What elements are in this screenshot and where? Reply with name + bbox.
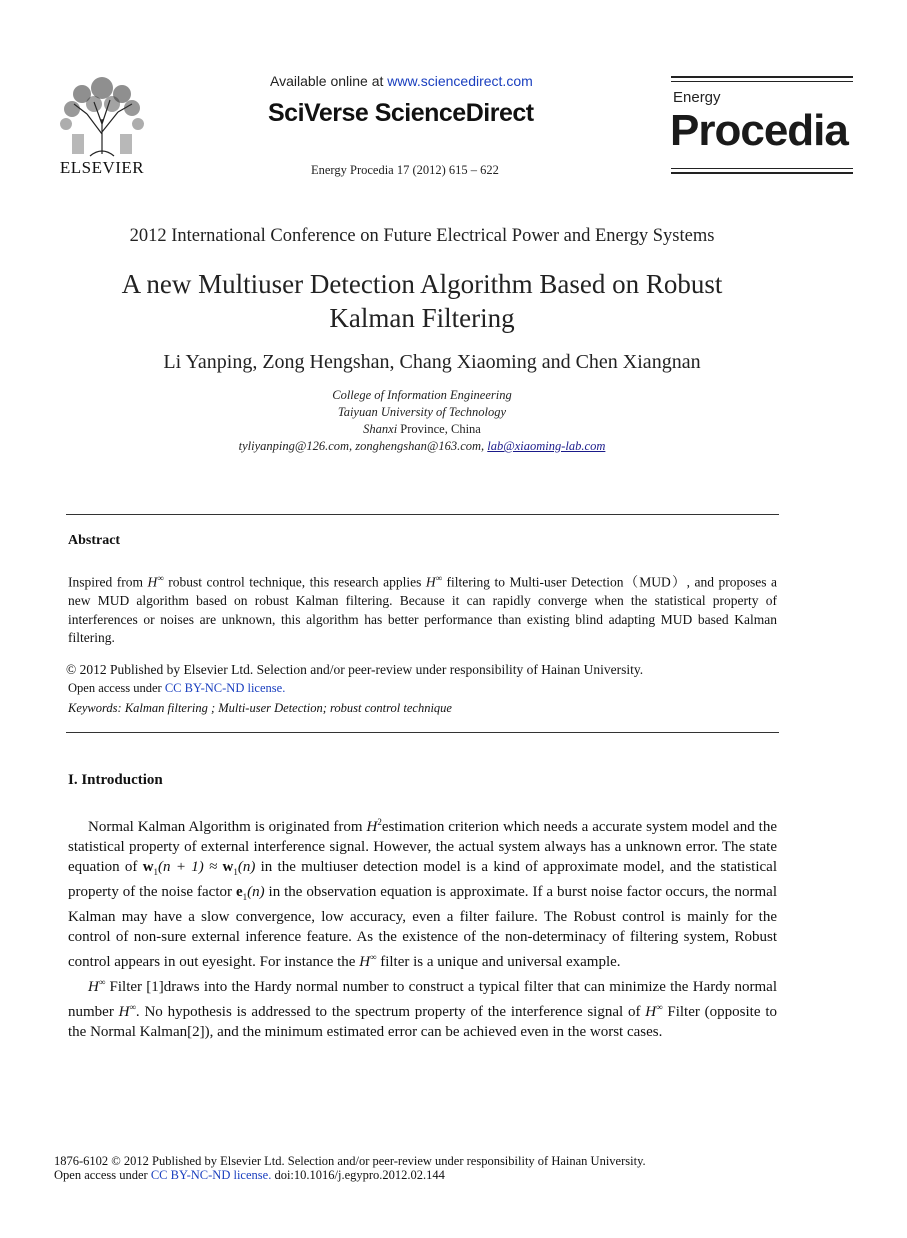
open-access-line: Open access under CC BY-NC-ND license. (68, 681, 286, 695)
journal-name-small: Energy (673, 89, 721, 106)
section-divider (66, 732, 779, 733)
elsevier-wordmark: ELSEVIER (59, 158, 145, 177)
email-link[interactable]: lab@xiaoming-lab.com (487, 439, 606, 453)
footer-license-doi: Open access under CC BY-NC-ND license. doi:10.1016/j.egypro.2012.02.144 (54, 1168, 445, 1182)
section-heading-introduction: I. Introduction (68, 772, 163, 788)
abstract-body: Inspired from H∞ robust control technique, this research applies H∞ filtering to Multi-user Detection（MUD）, and proposes a new MUD algorithm based on robust Kalman filtering. Because it can rapidly converge when the statistical property of interferences or noises are unknown, this algorithm has better performance than existing blind adapting MUD based Kalman filtering. (68, 573, 777, 645)
journal-citation: Energy Procedia 17 (2012) 615 – 622 (311, 163, 499, 177)
sciencedirect-link[interactable]: www.sciencedirect.com (387, 73, 533, 89)
conference-name: 2012 International Conference on Future Electrical Power and Energy Systems (129, 226, 715, 246)
intro-paragraph: H∞ Filter [1]draws into the Hardy normal number to construct a typical filter that can minimize the Hardy normal number H∞. No hypothesis is addressed to the spectrum property of the interference signal of H∞ Filter (opposite to the Normal Kalman[2]), and the minimum estimated error can be achieved even in the worst cases. (68, 977, 777, 1040)
footer-copyright: 1876-6102 © 2012 Published by Elsevier Ltd. Selection and/or peer-review under responsibility of Hainan University. (54, 1154, 646, 1168)
procedia-rule (671, 168, 853, 169)
abstract-heading: Abstract (68, 533, 121, 548)
affiliation-location: Shanxi Province, China (363, 422, 481, 436)
copyright-line: © 2012 Published by Elsevier Ltd. Selection and/or peer-review under responsibility of Hainan University. (66, 662, 644, 677)
license-link[interactable]: CC BY-NC-ND license. (164, 681, 286, 695)
intro-paragraph: Normal Kalman Algorithm is originated from $H^2estimation$ criterion which needs a accurate system model and the statistical property of external interference signal. However, the actual system always has a unknown error. The state equation of $w_1(n + 1) \approx w_1(n)$ in the multiuser detection model is a kind of approximate model, and the statistical property of the noise factor $e_1(n)$ in the observation equation is approximate. If a burst noise factor occurs, the normal Kalman may have a slow convergence, low accuracy, even a filter failure. The Robust control is mainly for the control of non-sure external inference feature. As the existence of the non-determinacy of filtering system, Robust control appears in out eyesight. For instance the H∞ filter is a unique and universal example. (68, 817, 777, 970)
journal-name-large: Procedia (670, 106, 848, 155)
footer-license-link[interactable]: CC BY-NC-ND license. (150, 1168, 272, 1182)
affiliation-university: Taiyuan University of Technology (337, 405, 507, 419)
paper-title: A new Multiuser Detection Algorithm Based on Robust Kalman Filtering (121, 269, 723, 333)
author-list: Li Yanping, Zong Hengshan, Chang Xiaoming and Chen Xiangnan (163, 351, 701, 373)
procedia-rule (671, 81, 853, 82)
keywords-line: Keywords: Kalman filtering ; Multi-user Detection; robust control technique (68, 701, 452, 715)
affiliation-dept: College of Information Engineering (332, 388, 512, 402)
section-divider (66, 514, 779, 515)
author-emails: tyliyanping@126.com, zonghengshan@163.com, lab@xiaoming-lab.com (238, 439, 606, 453)
procedia-rule (671, 172, 853, 174)
available-online: Available online at www.sciencedirect.com (270, 73, 533, 89)
sciverse-sciencedirect-logo: SciVerse ScienceDirect (268, 99, 534, 127)
procedia-rule (671, 76, 853, 78)
